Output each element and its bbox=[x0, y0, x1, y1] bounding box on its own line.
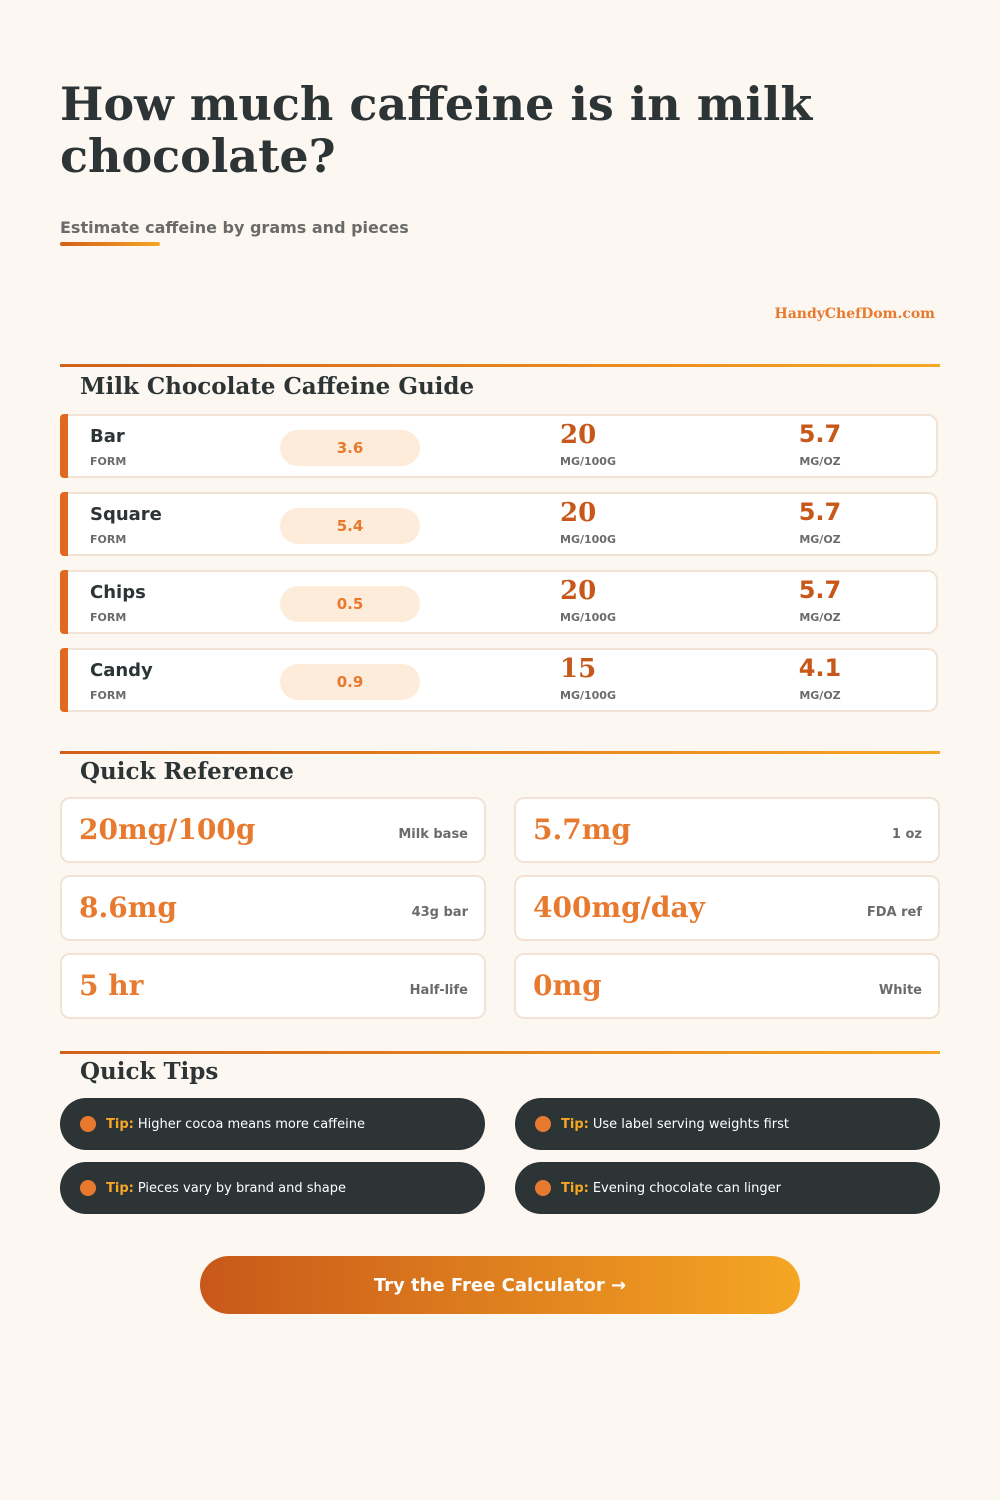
row-accent bbox=[60, 492, 68, 556]
tip-prefix: Tip: bbox=[561, 1180, 589, 1196]
form-label: FORM bbox=[90, 533, 127, 546]
form-label: FORM bbox=[90, 611, 127, 624]
mg-per-oz-label: MG/OZ bbox=[799, 533, 841, 546]
reference-card bbox=[60, 797, 486, 863]
reference-title: Quick Reference bbox=[80, 758, 294, 785]
guide-row-square bbox=[60, 492, 938, 556]
reference-value: 20mg/100g bbox=[79, 813, 256, 846]
reference-label: White bbox=[878, 983, 922, 998]
tip-text: Evening chocolate can linger bbox=[592, 1180, 781, 1196]
subtitle-underline bbox=[60, 242, 160, 246]
row-accent bbox=[60, 648, 68, 712]
tips-title: Quick Tips bbox=[80, 1058, 219, 1085]
reference-label: 43g bar bbox=[411, 905, 468, 920]
reference-card bbox=[60, 875, 486, 941]
reference-card bbox=[60, 953, 486, 1019]
tip-text: Higher cocoa means more caffeine bbox=[137, 1116, 365, 1132]
reference-value: 8.6mg bbox=[79, 891, 177, 924]
reference-card bbox=[514, 797, 940, 863]
reference-label: Milk base bbox=[398, 827, 468, 842]
mg-per-100g-label: MG/100G bbox=[560, 455, 616, 468]
reference-value: 0mg bbox=[533, 969, 602, 1002]
reference-label: 1 oz bbox=[891, 827, 922, 842]
tip-item bbox=[515, 1098, 940, 1150]
caffeine-guide bbox=[60, 414, 940, 726]
tip-bullet-icon bbox=[535, 1116, 551, 1132]
reference-label: Half-life bbox=[409, 983, 468, 998]
mg-per-oz-label: MG/OZ bbox=[799, 689, 841, 702]
guide-row-candy bbox=[60, 648, 938, 712]
guide-title: Milk Chocolate Caffeine Guide bbox=[80, 373, 475, 400]
reference-value: 5 hr bbox=[79, 969, 144, 1002]
grams-pill: 0.9 bbox=[280, 664, 420, 700]
grams-pill: 3.6 bbox=[280, 430, 420, 466]
tip-item bbox=[60, 1098, 485, 1150]
grams-pill: 5.4 bbox=[280, 508, 420, 544]
form-label: FORM bbox=[90, 689, 127, 702]
reference-card bbox=[514, 875, 940, 941]
form-name: Square bbox=[90, 504, 162, 525]
tip-item bbox=[515, 1162, 940, 1214]
form-label: FORM bbox=[90, 455, 127, 468]
mg-per-oz-value: 5.7 bbox=[798, 576, 842, 604]
tip-item bbox=[60, 1162, 485, 1214]
mg-per-oz-value: 5.7 bbox=[798, 420, 842, 448]
guide-divider bbox=[60, 364, 940, 367]
tip-text: Pieces vary by brand and shape bbox=[137, 1180, 346, 1196]
guide-row-bar bbox=[60, 414, 938, 478]
mg-per-100g-value: 15 bbox=[560, 654, 597, 684]
tip-prefix: Tip: bbox=[561, 1116, 589, 1132]
tip-prefix: Tip: bbox=[106, 1180, 134, 1196]
reference-divider bbox=[60, 751, 940, 754]
tip-bullet-icon bbox=[80, 1180, 96, 1196]
mg-per-100g-label: MG/100G bbox=[560, 533, 616, 546]
row-accent bbox=[60, 414, 68, 478]
mg-per-oz-value: 5.7 bbox=[798, 498, 842, 526]
tips-divider bbox=[60, 1051, 940, 1054]
page-title: How much caffeine is in milk chocolate? bbox=[60, 77, 813, 183]
mg-per-100g-label: MG/100G bbox=[560, 689, 616, 702]
reference-value: 400mg/day bbox=[533, 891, 705, 924]
reference-label: FDA ref bbox=[866, 905, 922, 920]
mg-per-100g-value: 20 bbox=[560, 420, 597, 450]
mg-per-oz-label: MG/OZ bbox=[799, 611, 841, 624]
page-subtitle: Estimate caffeine by grams and pieces bbox=[60, 218, 409, 237]
tip-bullet-icon bbox=[535, 1180, 551, 1196]
mg-per-100g-value: 20 bbox=[560, 498, 597, 528]
mg-per-100g-value: 20 bbox=[560, 576, 597, 606]
free-calculator-button[interactable]: Try the Free Calculator → bbox=[200, 1256, 800, 1314]
mg-per-oz-value: 4.1 bbox=[798, 654, 842, 682]
tip-text: Use label serving weights first bbox=[592, 1116, 790, 1132]
grams-pill: 0.5 bbox=[280, 586, 420, 622]
row-accent bbox=[60, 570, 68, 634]
guide-row-chips bbox=[60, 570, 938, 634]
tip-prefix: Tip: bbox=[106, 1116, 134, 1132]
form-name: Chips bbox=[90, 582, 146, 603]
brand-name: HandyChefDom.com bbox=[774, 306, 935, 322]
tip-bullet-icon bbox=[80, 1116, 96, 1132]
mg-per-oz-label: MG/OZ bbox=[799, 455, 841, 468]
form-name: Candy bbox=[90, 660, 153, 681]
form-name: Bar bbox=[90, 426, 125, 447]
mg-per-100g-label: MG/100G bbox=[560, 611, 616, 624]
reference-value: 5.7mg bbox=[533, 813, 631, 846]
reference-card bbox=[514, 953, 940, 1019]
